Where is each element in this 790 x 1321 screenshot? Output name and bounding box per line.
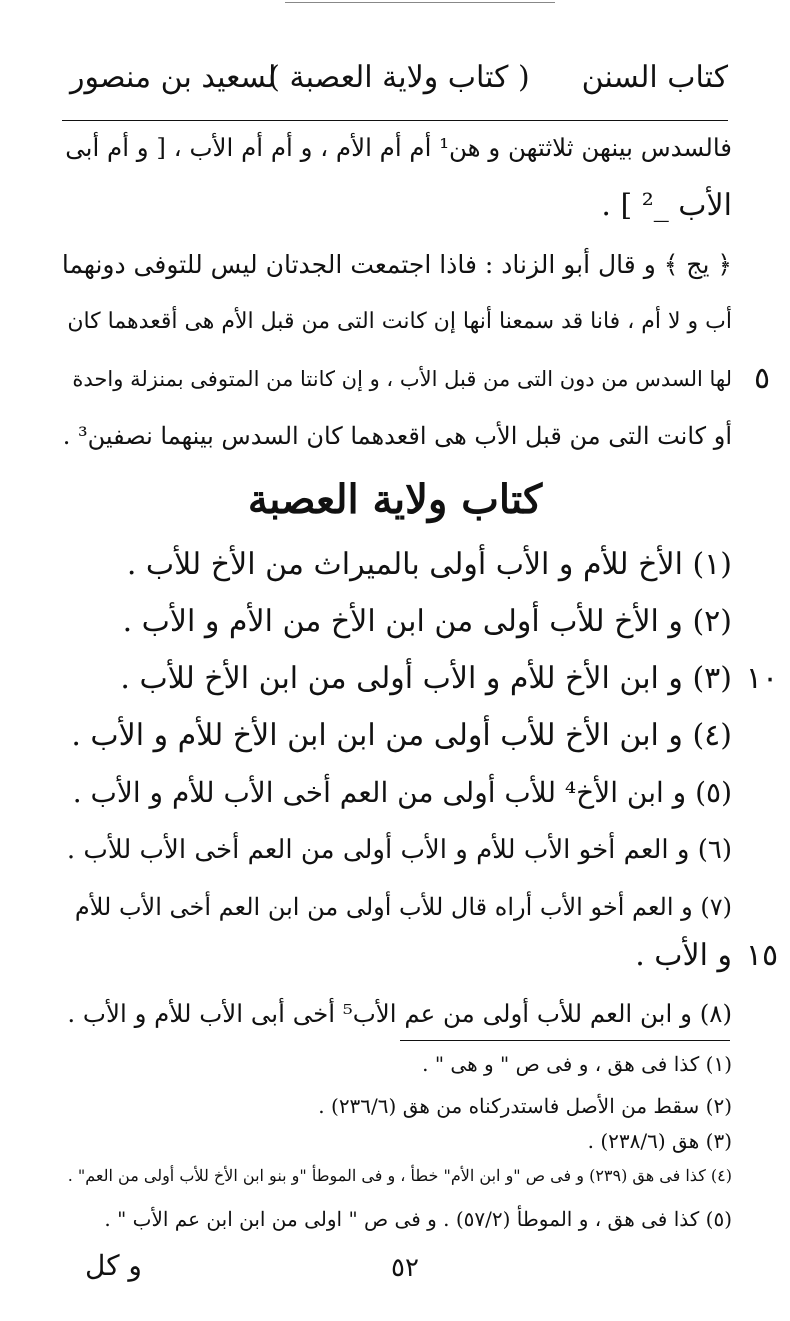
- footnote: (٤) كذا فى هق (٢٣٩) و فى ص "و ابن الأم" خطأ ، و فى الموطأ "و بنو ابن الأخ للأب أولى من العم" .: [67, 1166, 732, 1185]
- numbered-item: (٨) و ابن العم للأب أولى من عم الأب⁵ أخى أبى الأب للأم و الأب .: [67, 999, 732, 1028]
- numbered-item: (٤) و ابن الأخ للأب أولى من ابن ابن الأخ للأم و الأب .: [71, 718, 732, 753]
- line-number-margin: ١٥: [745, 938, 779, 973]
- header-rule: [62, 120, 728, 121]
- body-line: الأب _² ] .: [601, 188, 732, 223]
- page-number: ٥٢: [391, 1253, 419, 1283]
- footnote: (٣) هق (٢٣٨/٦) .: [587, 1129, 732, 1153]
- header-author: لسعيد بن منصور: [70, 60, 277, 95]
- header-book-title: كتاب السنن: [581, 60, 728, 95]
- line-number-margin: ١٠: [745, 661, 779, 696]
- footnote: (٥) كذا فى هق ، و الموطأ (٥٧/٢) . و فى ص " اولى من ابن ابن عم الأب " .: [104, 1207, 732, 1231]
- running-header: [70, 58, 728, 108]
- header-chapter-title: ( كتاب ولاية العصبة ): [268, 60, 530, 95]
- numbered-item: (٧) و العم أخو الأب أراه قال للأب أولى من ابن العم أخى الأب للأم: [74, 893, 732, 921]
- top-rule: [285, 2, 555, 3]
- numbered-item: (٥) و ابن الأخ⁴ للأب أولى من العم أخى الأب للأم و الأب .: [72, 776, 732, 809]
- numbered-item: (١) الأخ للأم و الأب أولى بالميراث من الأخ للأب .: [126, 547, 732, 582]
- footnote-rule: [400, 1040, 730, 1041]
- footnote: (١) كذا فى هق ، و فى ص " و هى " .: [422, 1052, 732, 1076]
- body-line: لها السدس من دون التى من قبل الأب ، و إن كانتا من المتوفى بمنزلة واحدة: [72, 367, 732, 391]
- body-line: ﴿ يج ﴾ و قال أبو الزناد : فاذا اجتمعت الجدتان ليس للتوفى دونهما: [61, 250, 732, 279]
- numbered-item: (٦) و العم أخو الأب للأم و الأب أولى من العم أخى الأب للأب .: [66, 835, 732, 865]
- footnote: (٢) سقط من الأصل فاستدركناه من هق (٢٣٦/٦) .: [318, 1094, 732, 1118]
- catchword: و كل: [85, 1249, 142, 1282]
- numbered-item: (٢) و الأخ للأب أولى من ابن الأخ من الأم و الأب .: [122, 604, 732, 639]
- numbered-item: و الأب .: [635, 938, 732, 973]
- body-line: فالسدس بينهن ثلاثتهن و هن¹ أم أم الأم ، و أم أم الأب ، [ و أم أبى: [65, 133, 732, 162]
- numbered-item: (٣) و ابن الأخ للأم و الأب أولى من ابن الأخ للأب .: [120, 661, 732, 696]
- line-number-margin: ٥: [753, 361, 771, 396]
- section-title: كتاب ولاية العصبة: [247, 476, 543, 523]
- body-line: أو كانت التى من قبل الأب هى اقعدهما كان السدس بينهما نصفين³ .: [62, 422, 732, 450]
- body-line: أب و لا أم ، فانا قد سمعنا أنها إن كانت التى من قبل الأم هى أقعدهما كان: [67, 309, 732, 334]
